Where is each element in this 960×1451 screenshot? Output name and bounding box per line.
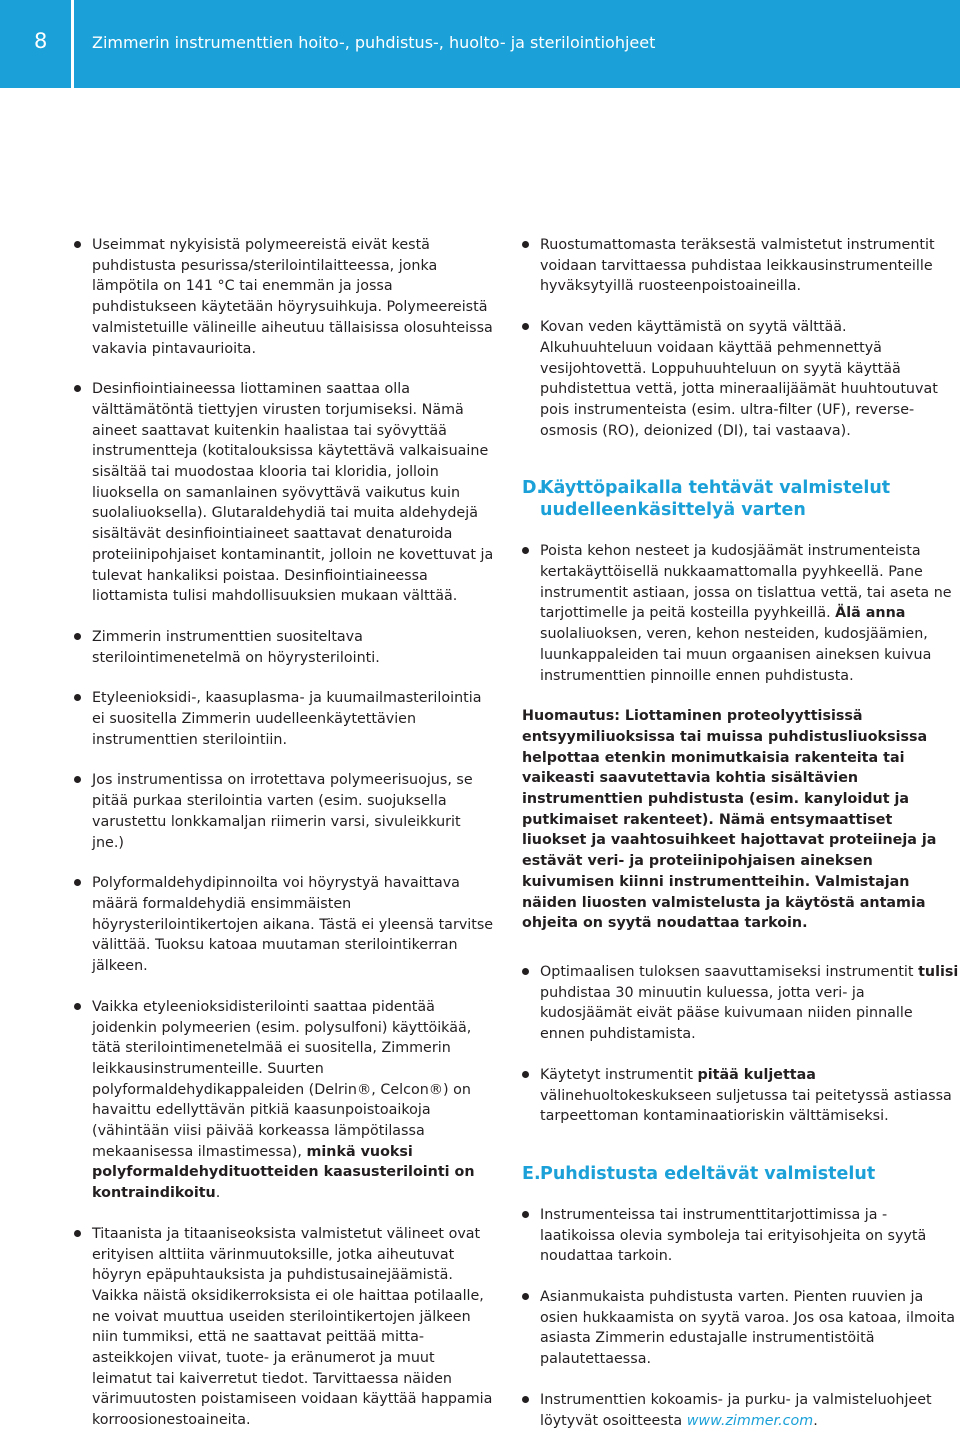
list-item: Desinfiointiaineessa liottaminen saattaa olla välttämätöntä tiettyjen virusten torjumiseksi. Nämä aineet saattavat kuitenkin haalistaa tai syövyttää instrumentteja (kotitalouksissa käytettävä valkaisuaine sisältää tai muodostaa klooria tai kloridia, jolloin liuoksella on samanlainen syövyttävä vaikutus kuin suolaliuoksella). Glutaraldehydiä tai muita aldehydejä sisältävät desinfiointiaineet saattavat denaturoida proteiinipohjaiset kontaminantit, jolloin ne kovettuvat ja tulevat hankaliksi poistaa. Desinfiointiaineessa liottamista tulisi mahdollisuuksien mukaan välttää. <box>74 379 494 607</box>
bullet-list <box>522 962 960 1127</box>
right-column <box>522 235 960 1451</box>
note-paragraph: Huomautus: Liottaminen proteolyyttisissä entsyymiliuoksissa tai muissa puhdistusliuoksissa helpottaa etenkin monimutkaisia rakenteita tai vaikeasti saavutettavia kohtia sisältävien instrumenttien puhdistusta (esim. kanyloidut ja putkimaiset rakenteet). Nämä entsymaattiset liuokset ja vaahtosuihkeet hajottavat proteiineja ja estävät veri- ja proteiinipohjaisen aineksen kuivumisen kiinni instrumentteihin. Valmistajan näiden liuosten valmistelusta ja käytöstä antamia ohjeita on syytä noudattaa tarkoin. <box>522 708 937 932</box>
list-item: Zimmerin instrumenttien suositeltava sterilointimenetelmä on höyrysterilointi. <box>74 627 494 668</box>
list-item: Instrumenteissa tai instrumenttitarjottimissa ja -laatikoissa olevia symboleja tai erityisohjeita on syytä noudattaa tarkoin. <box>522 1205 960 1267</box>
list-item: Asianmukaista puhdistusta varten. Pienten ruuvien ja osien hukkaamista on syytä varoa. Jos osa katoaa, ilmoita asiasta Zimmerin edustajalle instrumentistöitä palautettaessa. <box>522 1287 960 1370</box>
list-item: Ruostumattomasta teräksestä valmistetut instrumentit voidaan tarvittaessa puhdistaa leikkausinstrumenteille hyväksytyillä ruosteenpoistoaineilla. <box>522 235 960 297</box>
section-heading-e: E. Puhdistusta edeltävät valmistelut <box>522 1163 876 1184</box>
bullet-list <box>522 541 960 686</box>
left-column <box>74 235 494 1451</box>
list-item: Polyformaldehydipinnoilta voi höyrystyä havaittava määrä formaldehydiä ensimmäisten höyrysterilointikertojen aikana. Tästä ei yleensä tarvitse välittää. Tuoksu katoaa muutaman sterilointikerran jälkeen. <box>74 873 494 977</box>
document-title: Zimmerin instrumenttien hoito-, puhdistus-, huolto- ja sterilointiohjeet <box>92 33 656 52</box>
zimmer-website-link[interactable]: www.zimmer.com <box>686 1412 814 1429</box>
list-item: Useimmat nykyisistä polymeereistä eivät kestä puhdistusta pesurissa/sterilointilaitteessa, jonka lämpötila on 141 °C tai enemmän ja jossa puhdistukseen käytetään höyrysuihkuja. Polymeereistä valmistetuille välineille aiheutuu tällaisissa olosuhteissa vakavia pintavaurioita. <box>74 235 494 359</box>
list-item: Optimaalisen tuloksen saavuttamiseksi instrumentit tulisi puhdistaa 30 minuutin kuluessa, jotta veri- ja kudosjäämät eivät pääse kuivumaan niiden pinnalle ennen puhdistamista. <box>522 962 960 1045</box>
page-number: 8 <box>34 29 48 53</box>
list-item: Kovan veden käyttämistä on syytä välttää. Alkuhuuhteluun voidaan käyttää pehmennettyä vesijohtovettä. Loppuhuuhteluun on syytä käyttää puhdistettua vettä, jotta mineraalijäämät huuhtoutuvat pois instrumenteista (esim. ultra-filter (UF), reverse-osmosis (RO), deionized (DI), tai vastaava). <box>522 317 960 441</box>
section-heading-d: D. Käyttöpaikalla tehtävät valmistelut uudelleenkäsittelyä varten <box>522 478 891 521</box>
bullet-list <box>74 235 494 1431</box>
list-item: Etyleenioksidi-, kaasuplasma- ja kuumailmasterilointia ei suositella Zimmerin uudelleenkäytettävien instrumenttien sterilointiin. <box>74 688 494 750</box>
bullet-list <box>522 1205 960 1431</box>
list-item: Vaikka etyleenioksidisterilointi saattaa pidentää joidenkin polymeerien (esim. polysulfoni) käyttöikää, tätä sterilointimenetelmää ei suositella, Zimmerin leikkausinstrumenteille. Suurten polyformaldehydikappaleiden (Delrin®, Celcon®) on havaittu edellyttävän pitkiä kaasunpoistoaikoja (vähintään viisi päivää korkeassa lämpötilassa mekaanisessa ilmastimessa), minkä vuoksi polyformaldehydituotteiden kaasusterilointi on kontraindikoitu. <box>74 997 494 1204</box>
list-item: Käytetyt instrumentit pitää kuljettaa välinehuoltokeskukseen suljetussa tai peitetyssä astiassa tarpeettoman kontaminaatioriskin välttämiseksi. <box>522 1065 960 1127</box>
list-item: Titaanista ja titaaniseoksista valmistetut välineet ovat erityisen alttiita värinmuutoksille, jotka aiheutuvat höyryn epäpuhtauksista ja puhdistusainejäämistä. Vaikka näistä oksidikerroksista ei ole haittaa potilaalle, ne voivat muuttua useiden sterilointikertojen jälkeen niin tummiksi, että ne saattavat peittää mitta-asteikkojen viivat, tuote- ja eränumerot ja muut leimatut tai kaiverretut tiedot. Tarvittaessa näiden värimuutosten poistamiseen voidaan käyttää happamia korroosionestoaineita. <box>74 1224 494 1431</box>
list-item: Instrumenttien kokoamis- ja purku- ja valmisteluohjeet löytyvät osoitteesta www.zimmer.com. <box>522 1390 960 1431</box>
bullet-list <box>522 235 960 441</box>
page-header <box>0 0 960 88</box>
list-item: Jos instrumentissa on irrotettava polymeerisuojus, se pitää purkaa sterilointia varten (esim. suojuksella varustettu lonkkamaljan riimerin varsi, sivuleikkurit jne.) <box>74 770 494 853</box>
list-item: Poista kehon nesteet ja kudosjäämät instrumenteista kertakäyttöisellä nukkaamattomalla pyyhkeellä. Pane instrumentit astiaan, jossa on tislattua vettä, tai aseta ne tarjottimelle ja peitä kosteilla pyyhkeillä. Älä anna suolaliuoksen, veren, kehon nesteiden, kudosjäämien, luunkappaleiden tai muun orgaanisen aineksen kuivua instrumenttien pinnoille ennen puhdistusta. <box>522 541 960 686</box>
header-divider <box>71 0 74 88</box>
